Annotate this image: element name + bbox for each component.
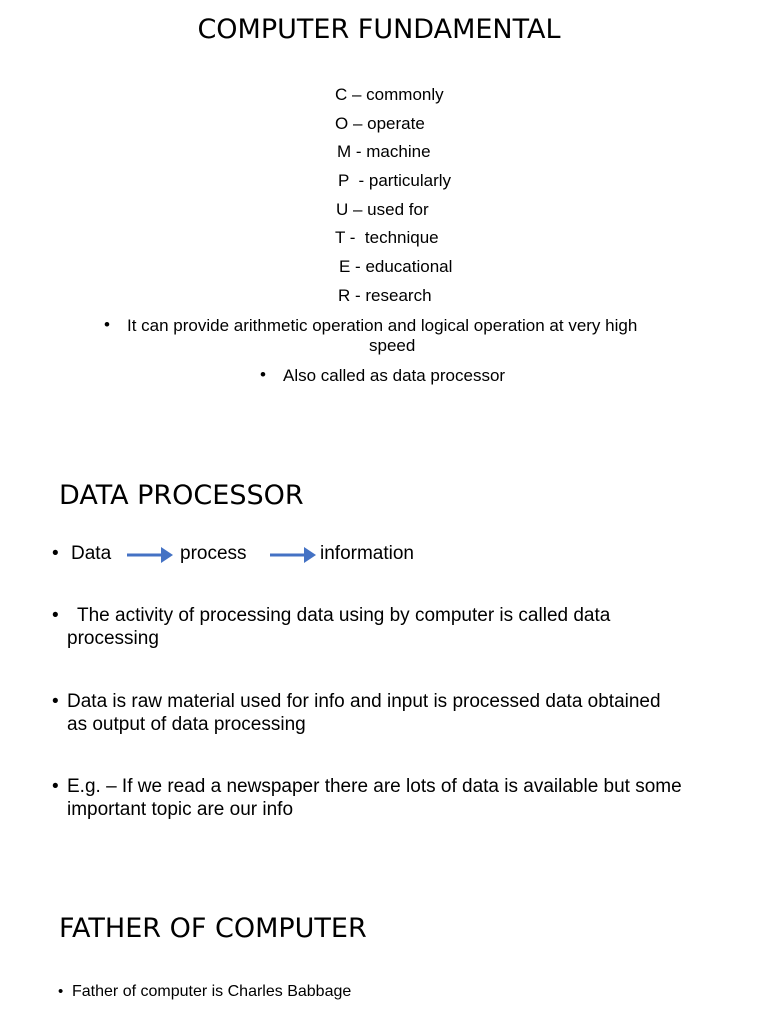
acronym-item-u: U – used for xyxy=(336,200,429,219)
acronym-item-r: R - research xyxy=(338,286,432,305)
bullet-text: Data is raw material used for info and input is processed data obtained xyxy=(67,691,661,712)
page-title: COMPUTER FUNDAMENTAL xyxy=(197,14,561,45)
bullet-text: Also called as data processor xyxy=(283,366,506,385)
acronym-item-t: T - technique xyxy=(335,228,439,247)
bullet-text-continued: important topic are our info xyxy=(67,799,294,820)
bullet-text-continued: as output of data processing xyxy=(67,714,306,735)
bullet-marker: • xyxy=(52,605,59,626)
bullet-text: It can provide arithmetic operation and logical operation at very high xyxy=(127,316,638,335)
flow-step-data: Data xyxy=(71,543,112,564)
bullet-marker: • xyxy=(58,983,64,1000)
flow-step-process: process xyxy=(180,543,247,564)
bullet-text-continued: speed xyxy=(369,336,416,355)
acronym-item-m: M - machine xyxy=(337,142,431,161)
flow-step-information: information xyxy=(320,543,414,564)
bullet-text: E.g. – If we read a newspaper there are lots of data is available but some xyxy=(67,776,682,797)
bullet-text: Father of computer is Charles Babbage xyxy=(72,983,352,1000)
acronym-item-o: O – operate xyxy=(335,114,425,133)
bullet-text: The activity of processing data using by computer is called data xyxy=(77,605,611,626)
bullet-marker: • xyxy=(260,365,266,384)
section-heading: FATHER OF COMPUTER xyxy=(59,913,367,944)
bullet-marker: • xyxy=(104,315,110,334)
acronym-item-p: P - particularly xyxy=(338,171,452,190)
acronym-item-e: E - educational xyxy=(339,257,453,276)
bullet-marker: • xyxy=(52,543,59,564)
section-heading: DATA PROCESSOR xyxy=(59,480,304,511)
bullet-marker: • xyxy=(52,691,59,712)
bullet-marker: • xyxy=(52,776,59,797)
bullet-text-continued: processing xyxy=(67,628,159,649)
acronym-item-c: C – commonly xyxy=(335,85,444,104)
right-arrow-icon xyxy=(270,545,318,565)
right-arrow-icon xyxy=(127,545,175,565)
